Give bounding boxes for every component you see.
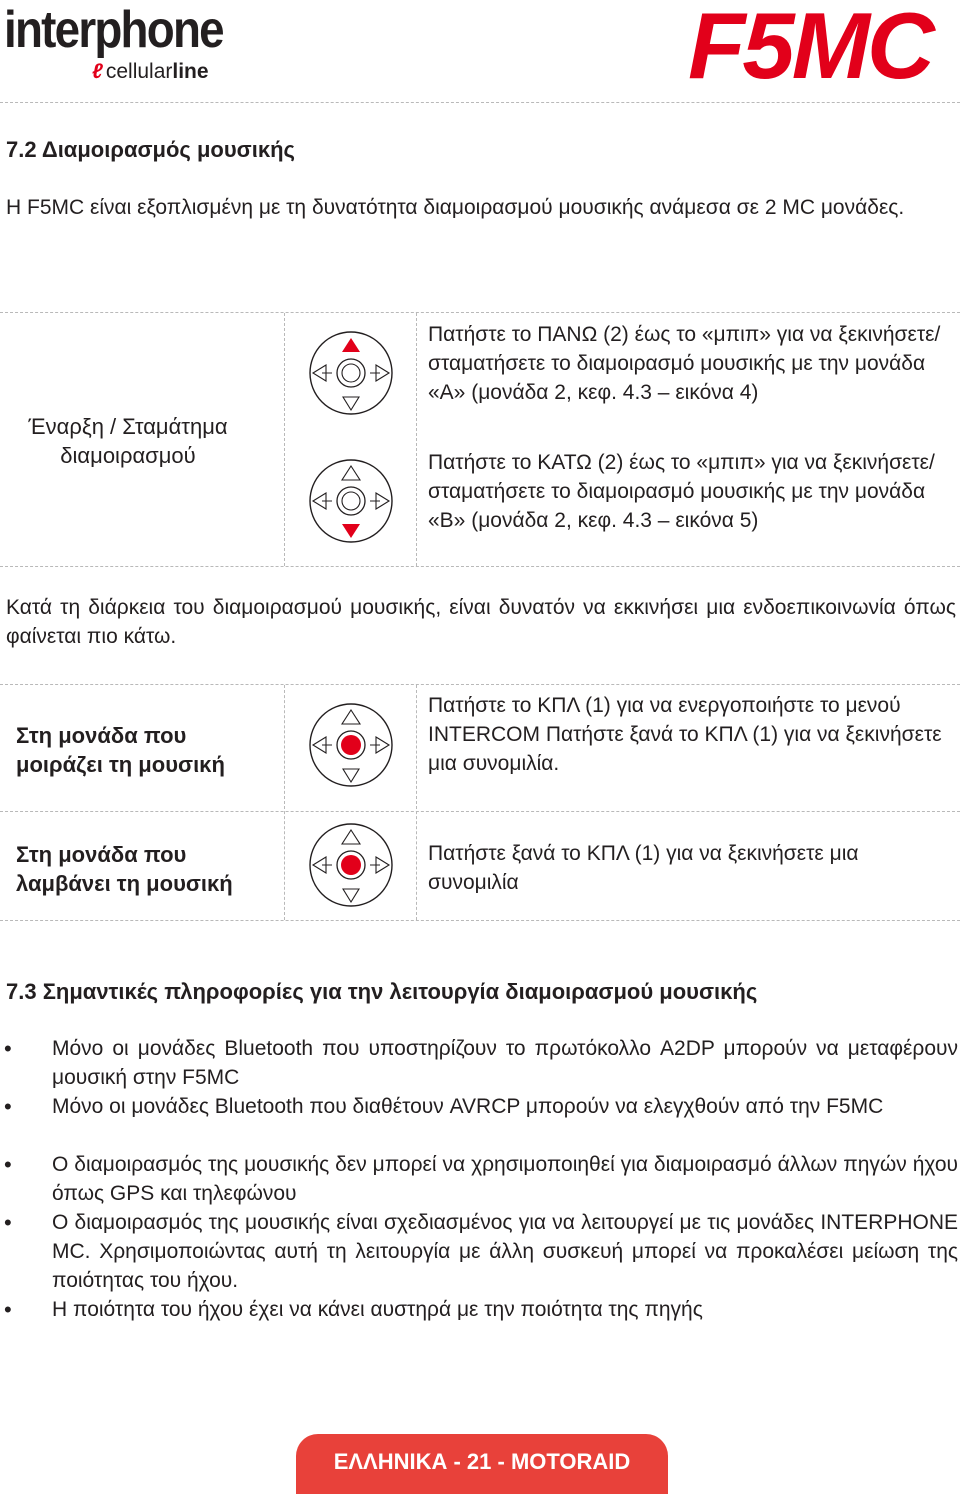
list-item bbox=[0, 1208, 960, 1295]
table2-col-divider-2 bbox=[416, 685, 417, 920]
list-item bbox=[0, 1150, 960, 1208]
bullet-text: Μόνο οι μονάδες Bluetooth που υποστηρίζουν το πρωτόκολλο A2DP μπορούν να μεταφέρουν μουσική στην F5MC bbox=[52, 1037, 958, 1089]
f5mc-logo: F5MC bbox=[688, 0, 932, 98]
cellularline-mark-icon: ℓ bbox=[92, 60, 103, 83]
table2-row2-label: Στη μονάδα που λαμβάνει τη μουσική bbox=[16, 842, 233, 896]
cellularline-suffix: line bbox=[172, 60, 209, 83]
table2-row2-text: Πατήστε ξανά το ΚΠΛ (1) για να ξεκινήσετε μια συνομιλία bbox=[428, 842, 859, 894]
bullet-icon: • bbox=[4, 1094, 12, 1119]
middle-paragraph: Κατά τη διάρκεια του διαμοιρασμού μουσικής, είναι δυνατόν να εκκινήσει μια ενδοεπικοινωνία όπως φαίνεται πιο κάτω. bbox=[6, 596, 956, 648]
bullet-icon: • bbox=[4, 1297, 12, 1322]
bullet-icon: • bbox=[4, 1036, 12, 1061]
table1-bottom-rule bbox=[0, 566, 960, 567]
bullet-text: Ο διαμοιρασμός της μουσικής είναι σχεδιασμένος για να λειτουργεί με τις μονάδες INTERPHONE MC. Χρησιμοποιώντας αυτή τη λειτουργία με άλλη συσκευή μπορεί να προκαλέσει μείωση της ποιότητας του ήχου. bbox=[52, 1211, 958, 1292]
table2-row1-text: Πατήστε το ΚΠΛ (1) για να ενεργοποιήστε το μενού INTERCOM Πατήστε ξανά το ΚΠΛ (1) για να ξεκινήσετε μια συνομιλία. bbox=[428, 694, 942, 775]
bullet-text: Η ποιότητα του ήχου έχει να κάνει αυστηρά με την ποιότητα της πηγής bbox=[52, 1298, 703, 1321]
cellularline-prefix: cellular bbox=[105, 60, 173, 83]
cellularline-logo bbox=[92, 60, 209, 84]
footer-page-label: ΕΛΛΗΝΙΚΑ - 21 - MOTORAID bbox=[333, 1449, 631, 1474]
dpad-center-pressed-icon-2 bbox=[308, 822, 394, 908]
dpad-up-pressed-icon bbox=[308, 330, 394, 416]
section-7-2-intro: Η F5MC είναι εξοπλισμένη με τη δυνατότητα διαμοιρασμού μουσικής ανάμεσα σε 2 MC μονάδες. bbox=[6, 196, 905, 219]
list-item bbox=[0, 1034, 960, 1092]
table2-middle-rule bbox=[0, 811, 960, 812]
list-item bbox=[0, 1092, 960, 1150]
table2-row1-label: Στη μονάδα που μοιράζει τη μουσική bbox=[16, 723, 225, 777]
table1-col-divider-2 bbox=[416, 313, 417, 566]
section-7-3-heading: 7.3 Σημαντικές πληροφορίες για την λειτουργία διαμοιρασμού μουσικής bbox=[6, 979, 758, 1004]
header-divider bbox=[0, 102, 960, 103]
table2-col-divider-1 bbox=[284, 685, 285, 920]
table1-col-divider-1 bbox=[284, 313, 285, 566]
table2-top-rule bbox=[0, 684, 960, 685]
bullet-icon: • bbox=[4, 1210, 12, 1235]
table1-row1-text: Πατήστε το ΠΑΝΩ (2) έως το «μπιπ» για να ξεκινήσετε/σταματήσετε το διαμοιρασμό μουσικής με την μονάδα «Α» (μονάδα 2, κεφ. 4.3 – εικόνα 4) bbox=[428, 323, 941, 404]
interphone-logo: interphone bbox=[4, 1, 223, 59]
table2-bottom-rule bbox=[0, 920, 960, 921]
table1-label: Έναρξη / Σταμάτημα διαμοιρασμού bbox=[28, 414, 228, 468]
table1-row2-text: Πατήστε το ΚΑΤΩ (2) έως το «μπιπ» για να ξεκινήσετε/σταματήσετε το διαμοιρασμό μουσικής με την μονάδα «B» (μονάδα 2, κεφ. 4.3 – εικόνα 5) bbox=[428, 451, 935, 532]
bullet-text: Μόνο οι μονάδες Bluetooth που διαθέτουν AVRCP μπορούν να ελεγχθούν από την F5MC bbox=[52, 1095, 884, 1118]
table1-top-rule bbox=[0, 312, 960, 313]
list-item bbox=[0, 1295, 960, 1324]
bullet-icon: • bbox=[4, 1152, 12, 1177]
bullet-text: Ο διαμοιρασμός της μουσικής δεν μπορεί να χρησιμοποιηθεί για διαμοιρασμό άλλων πηγών ήχου όπως GPS και τηλεφώνου bbox=[52, 1153, 958, 1205]
dpad-center-pressed-icon bbox=[308, 702, 394, 788]
section-7-2-heading: 7.2 Διαμοιρασμός μουσικής bbox=[6, 137, 295, 162]
dpad-down-pressed-icon bbox=[308, 458, 394, 544]
